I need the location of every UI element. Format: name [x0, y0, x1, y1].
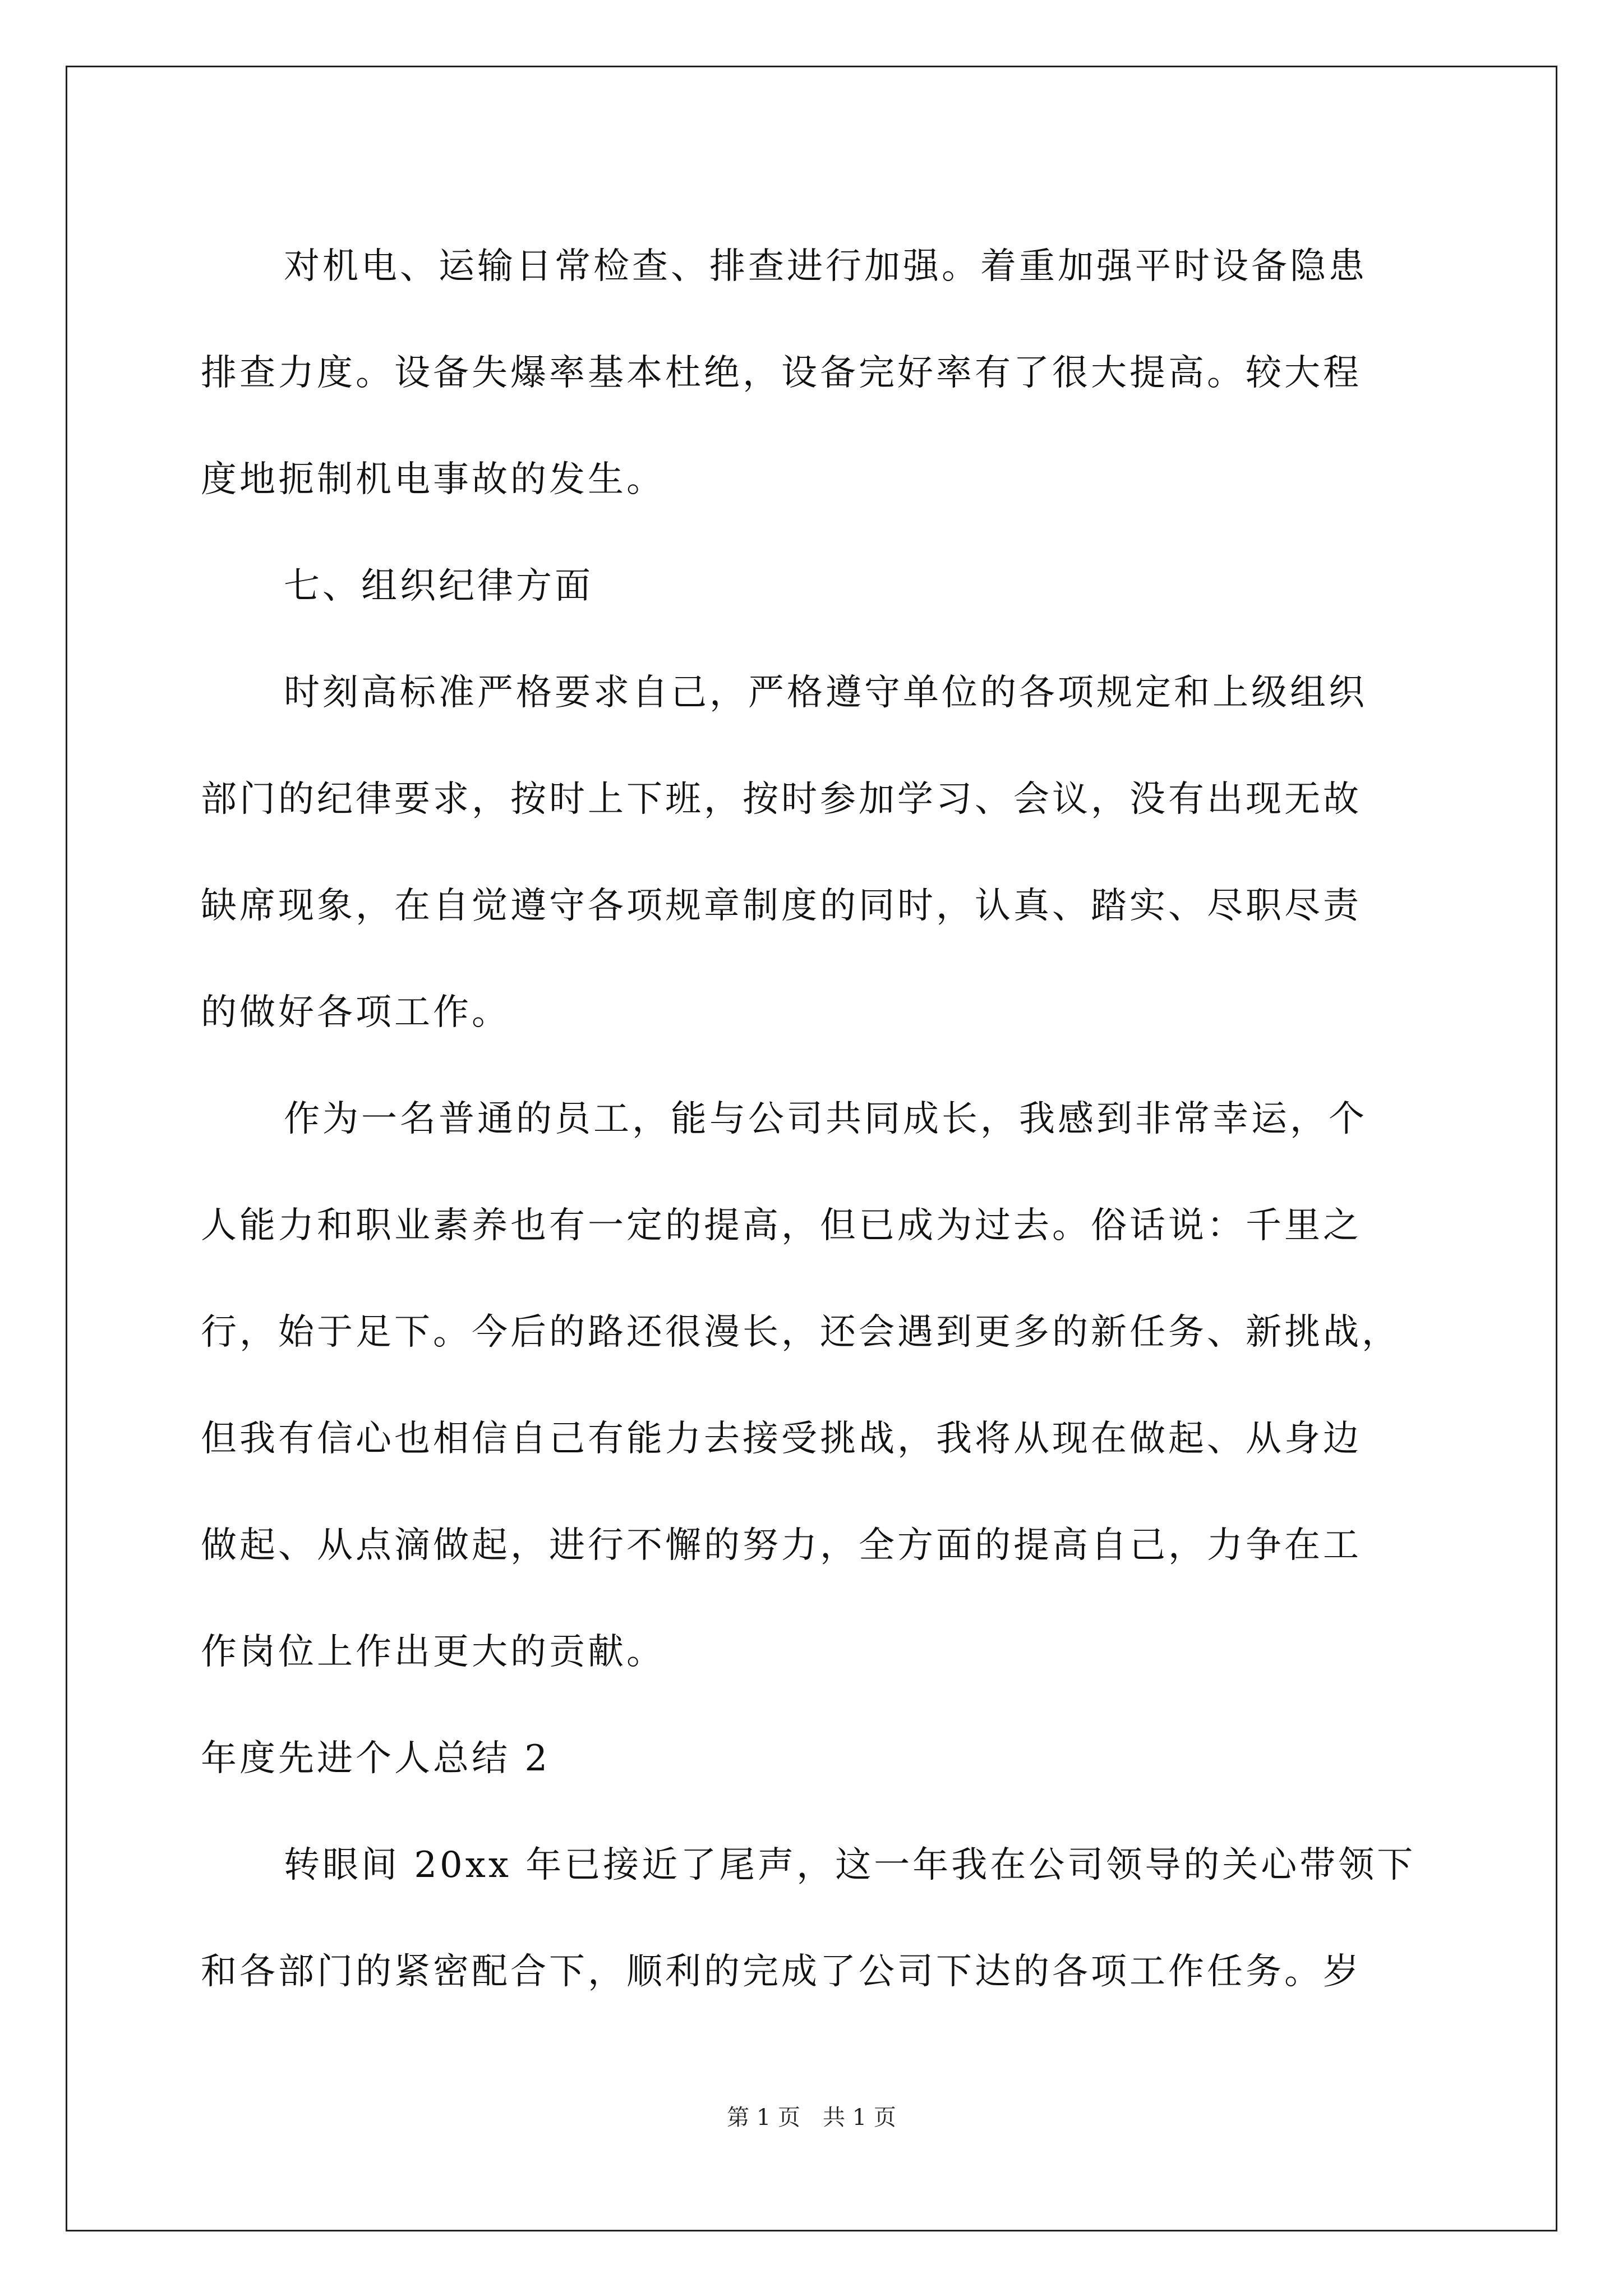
page-number: 第 1 页 共 1 页: [727, 2105, 896, 2131]
paragraph-line: 缺席现象，在自觉遵守各项规章制度的同时，认真、踏实、尽职尽责: [201, 885, 1362, 927]
paragraph-line: 作为一名普通的员工，能与公司共同成长，我感到非常幸运，个: [284, 1098, 1367, 1140]
paragraph-line: 部门的纪律要求，按时上下班，按时参加学习、会议，没有出现无故: [201, 779, 1362, 820]
paragraph-line: 但我有信心也相信自己有能力去接受挑战，我将从现在做起、从身边: [201, 1418, 1362, 1460]
paragraph-line: 排查力度。设备失爆率基本杜绝，设备完好率有了很大提高。较大程: [201, 352, 1362, 394]
paragraph-line: 的做好各项工作。: [201, 992, 510, 1033]
paragraph-line: 人能力和职业素养也有一定的提高，但已成为过去。俗话说：千里之: [201, 1205, 1362, 1246]
section-heading: 七、组织纪律方面: [284, 565, 593, 607]
paragraph-line: 时刻高标准严格要求自己，严格遵守单位的各项规定和上级组织: [284, 672, 1367, 714]
document-title: 年度先进个人总结 2: [201, 1738, 551, 1779]
paragraph-line: 度地扼制机电事故的发生。: [201, 459, 665, 500]
document-body: [201, 213, 1457, 2025]
paragraph-line: 和各部门的紧密配合下，顺利的完成了公司下达的各项工作任务。岁: [201, 1951, 1362, 1993]
paragraph-line: 作岗位上作出更大的贡献。: [201, 1631, 665, 1673]
paragraph-line: 对机电、运输日常检查、排查进行加强。着重加强平时设备隐患: [284, 246, 1367, 287]
paragraph-line: 行，始于足下。今后的路还很漫长，还会遇到更多的新任务、新挑战，: [201, 1312, 1400, 1353]
paragraph-line: 转眼间 20xx 年已接近了尾声，这一年我在公司领导的关心带领下: [284, 1844, 1416, 1886]
paragraph-line: 做起、从点滴做起，进行不懈的努力，全方面的提高自己，力争在工: [201, 1525, 1362, 1566]
